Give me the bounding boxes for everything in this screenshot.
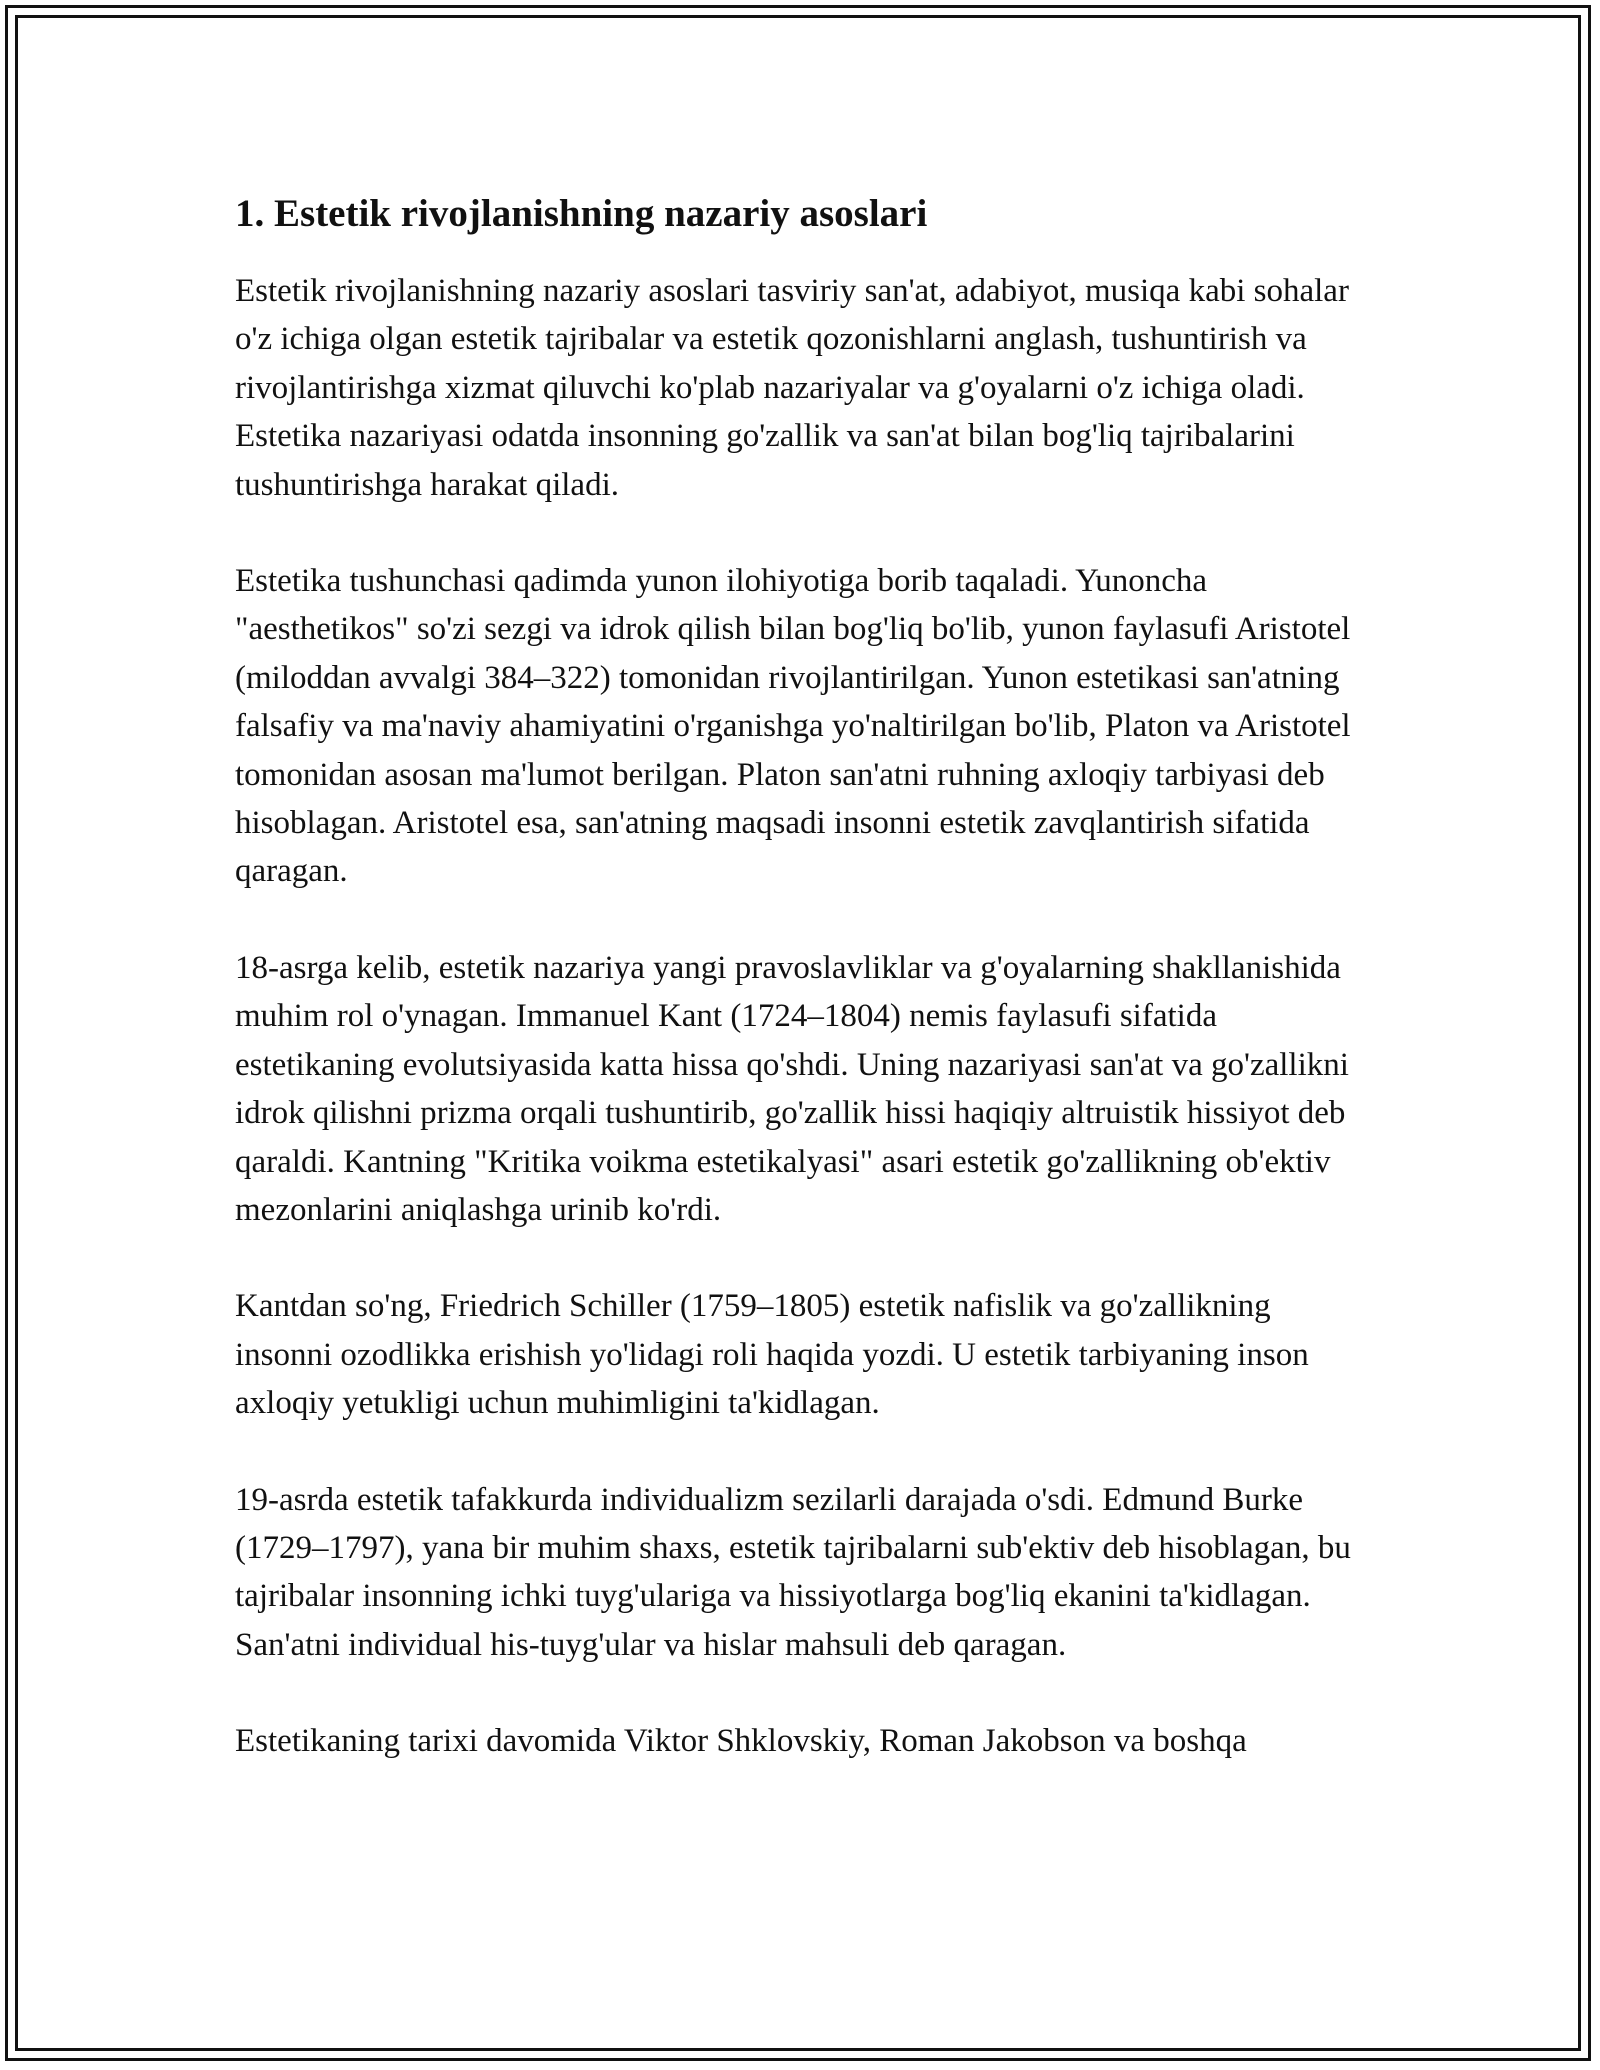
- section-heading: 1. Estetik rivojlanishning nazariy asoslari: [235, 192, 928, 235]
- paragraph-2: Estetika tushunchasi qadimda yunon ilohiyotiga borib taqaladi. Yunoncha "aesthetikos" so'zi sezgi va idrok qilish bilan bog'liq bo'lib, yunon faylasufi Aristotel (miloddan avvalgi 384–322) tomonidan rivojlantirilgan. Yunon estetikasi san'atning falsafiy va ma'naviy ahamiyatini o'rganishga yo'naltirilgan bo'lib, Platon va Aristotel tomonidan asosan ma'lumot berilgan. Platon san'atni ruhning axloqiy tarbiyasi deb hisoblagan. Aristotel esa, san'atning maqsadi insonni estetik zavqlantirish sifatida qaragan.: [235, 563, 1351, 890]
- paragraph-3: 18-asrga kelib, estetik nazariya yangi pravoslavliklar va g'oyalarning shakllanishida muhim rol o'ynagan. Immanuel Kant (1724–1804) nemis faylasufi sifatida estetikaning evolutsiyasida katta hissa qo'shdi. Uning nazariyasi san'at va go'zallikni idrok qilishni prizma orqali tushuntirib, go'zallik hissi haqiqiy altruistik hissiyot deb qaraldi. Kantning "Kritika voikma estetikalyasi" asari estetik go'zallikning ob'ektiv mezonlarini aniqlashga urinib ko'rdi.: [235, 949, 1349, 1228]
- paragraph-4: Kantdan so'ng, Friedrich Schiller (1759–1805) estetik nafislik va go'zallikning insonni ozodlikka erishish yo'lidagi roli haqida yozdi. U estetik tarbiyaning inson axloqiy yetukligi uchun muhimligini ta'kidlagan.: [235, 1288, 1309, 1422]
- document-body: [235, 184, 1375, 1814]
- paragraph-6: Estetikaning tarixi davomida Viktor Shklovskiy, Roman Jakobson va boshqa: [235, 1723, 1247, 1760]
- paragraph-1: Estetik rivojlanishning nazariy asoslari tasviriy san'at, adabiyot, musiqa kabi sohalar o'z ichiga olgan estetik tajribalar va estetik qozonishlarni anglash, tushuntirish va rivojlantirishga xizmat qiluvchi ko'plab nazariyalar va g'oyalarni o'z ichiga oladi. Estetika nazariyasi odatda insonning go'zallik va san'at bilan bog'liq tajribalarini tushuntirishga harakat qiladi.: [235, 273, 1349, 503]
- paragraph-5: 19-asrda estetik tafakkurda individualizm sezilarli darajada o'sdi. Edmund Burke (1729–1797), yana bir muhim shaxs, estetik tajribalarni sub'ektiv deb hisoblagan, bu tajribalar insonning ichki tuyg'ulariga va hissiyotlarga bog'liq ekanini ta'kidlagan. San'atni individual his-tuyg'ular va hislar mahsuli deb qaragan.: [235, 1481, 1351, 1663]
